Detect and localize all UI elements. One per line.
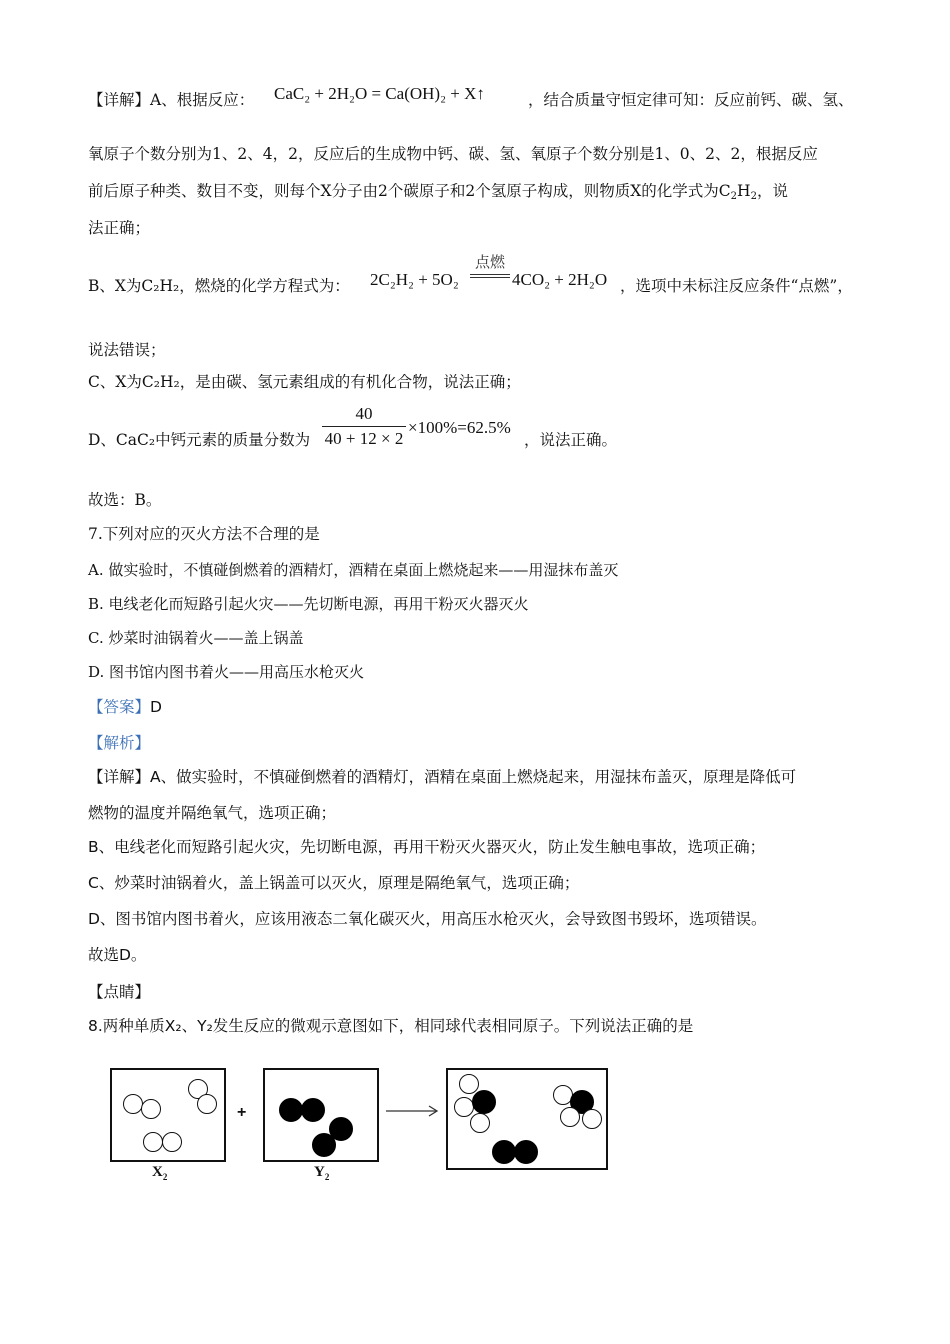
q6-detail-a-line3: 前后原子种类、数目不变，则每个X分子由2个碳原子和2个氢原子构成，则物质X的化学式为C2H2，说 xyxy=(88,182,788,202)
q7-detail-b: B、电线老化而短路引起火灾，先切断电源，再用干粉灭火器灭火，防止发生触电事故，选项正确； xyxy=(88,838,766,856)
q6-detail-d-prefix: D、CaC₂中钙元素的质量分数为 xyxy=(88,431,311,449)
q6-reaction-equation xyxy=(274,84,485,104)
q6-detail-a-line4: 法正确； xyxy=(88,219,151,237)
q6-combustion-equation-right: 4CO₂ + 2H₂O xyxy=(512,270,608,289)
q7-stem: 7.下列对应的灭火方法不合理的是 xyxy=(88,525,320,543)
y-atom xyxy=(514,1140,538,1164)
x-atom xyxy=(123,1094,143,1114)
reaction-arrow-icon xyxy=(386,1104,442,1118)
q6-fraction-result: ×100%=62.5% xyxy=(408,418,511,437)
x-atom xyxy=(143,1132,163,1152)
q6-detail-b-suffix: ，选项中未标注反应条件“点燃”， xyxy=(620,277,853,295)
q7-answer xyxy=(88,697,162,717)
q6-condition-text: 点燃 xyxy=(474,253,505,271)
y-atom xyxy=(301,1098,325,1122)
q7-detail-a2: 燃物的温度并隔绝氧气，选项正确； xyxy=(88,804,337,822)
q6-fraction-numerator: 40 xyxy=(355,404,373,423)
y-atom xyxy=(312,1133,336,1157)
y-atom xyxy=(472,1090,496,1114)
q6-choose: 故选：B。 xyxy=(88,491,162,509)
x-atom xyxy=(197,1094,217,1114)
q6-detail-b-prefix: B、X为C₂H₂，燃烧的化学方程式为： xyxy=(88,277,350,295)
y2-molecule-box xyxy=(263,1068,379,1162)
x-atom xyxy=(459,1074,479,1094)
q6-detail-a-line2: 氧原子个数分别为1、2、4，2，反应后的生成物中钙、碳、氢、氧原子个数分别是1、0、2、2，根据反应 xyxy=(88,145,818,163)
q7-comment-tag: 【点睛】 xyxy=(88,983,151,1001)
x-atom xyxy=(162,1132,182,1152)
q6-detail-c: C、X为C₂H₂，是由碳、氢元素组成的有机化合物，说法正确； xyxy=(88,373,521,391)
q6-reaction-equation-text: CaC₂ + 2H₂O = Ca(OH)₂ + X↑ xyxy=(274,84,485,103)
q6-double-line xyxy=(470,274,510,278)
product-box xyxy=(446,1068,608,1170)
x-atom xyxy=(470,1113,490,1133)
q8-stem: 8.两种单质X₂、Y₂发生反应的微观示意图如下，相同球代表相同原子。下列说法正确的是 xyxy=(88,1017,694,1035)
q7-analysis-tag: 【解析】 xyxy=(88,734,151,752)
q6-mass-fraction xyxy=(322,404,406,449)
x2-molecule-box xyxy=(110,1068,226,1162)
q7-answer-tag: 【答案】 xyxy=(88,698,151,716)
q7-detail-c: C、炒菜时油锅着火，盖上锅盖可以灭火，原理是隔绝氧气，选项正确； xyxy=(88,874,580,892)
q7-choose: 故选D。 xyxy=(88,946,147,964)
q6-detail-a-prefix: 【详解】A、根据反应： xyxy=(88,91,255,109)
q6-fraction-denominator: 40 + 12 × 2 xyxy=(324,429,404,448)
q7-option-d: D. 图书馆内图书着火——用高压水枪灭火 xyxy=(88,663,365,681)
x-atom xyxy=(582,1109,602,1129)
q6-combustion-equation-left: 2C₂H₂ + 5O₂ xyxy=(370,270,459,289)
plus-sign: + xyxy=(237,1104,247,1121)
q7-option-b: B. 电线老化而短路引起火灾——先切断电源，再用干粉灭火器灭火 xyxy=(88,595,529,613)
y2-label: $Y_2$ xyxy=(314,1164,330,1182)
q6-detail-a-line1-suffix: ，结合质量守恒定律可知：反应前钙、碳、氢、 xyxy=(528,91,854,109)
x2-label: $X_2$ xyxy=(152,1164,168,1182)
y-atom xyxy=(492,1140,516,1164)
q6-combustion-condition xyxy=(470,251,510,278)
q7-option-c: C. 炒菜时油锅着火——盖上锅盖 xyxy=(88,629,304,647)
y-atom xyxy=(279,1098,303,1122)
x-atom xyxy=(560,1107,580,1127)
q7-answer-value: D xyxy=(150,698,162,716)
q6-detail-b-line2: 说法错误； xyxy=(88,341,166,359)
q7-detail-d: D、图书馆内图书着火，应该用液态二氧化碳灭火，用高压水枪灭火，会导致图书毁坏，选项错误。 xyxy=(88,910,767,928)
x-atom xyxy=(454,1097,474,1117)
q6-detail-d-suffix: ，说法正确。 xyxy=(524,431,618,449)
q7-detail-a1: 【详解】A、做实验时，不慎碰倒燃着的酒精灯，酒精在桌面上燃烧起来，用湿抹布盖灭，原理是降低可 xyxy=(88,768,797,786)
q7-analysis xyxy=(88,733,150,753)
x-atom xyxy=(141,1099,161,1119)
q6-detail-a-line1 xyxy=(88,90,254,110)
q7-option-a: A. 做实验时，不慎碰倒燃着的酒精灯，酒精在桌面上燃烧起来——用湿抹布盖灭 xyxy=(88,561,619,579)
q6-fraction-bar xyxy=(322,426,406,427)
